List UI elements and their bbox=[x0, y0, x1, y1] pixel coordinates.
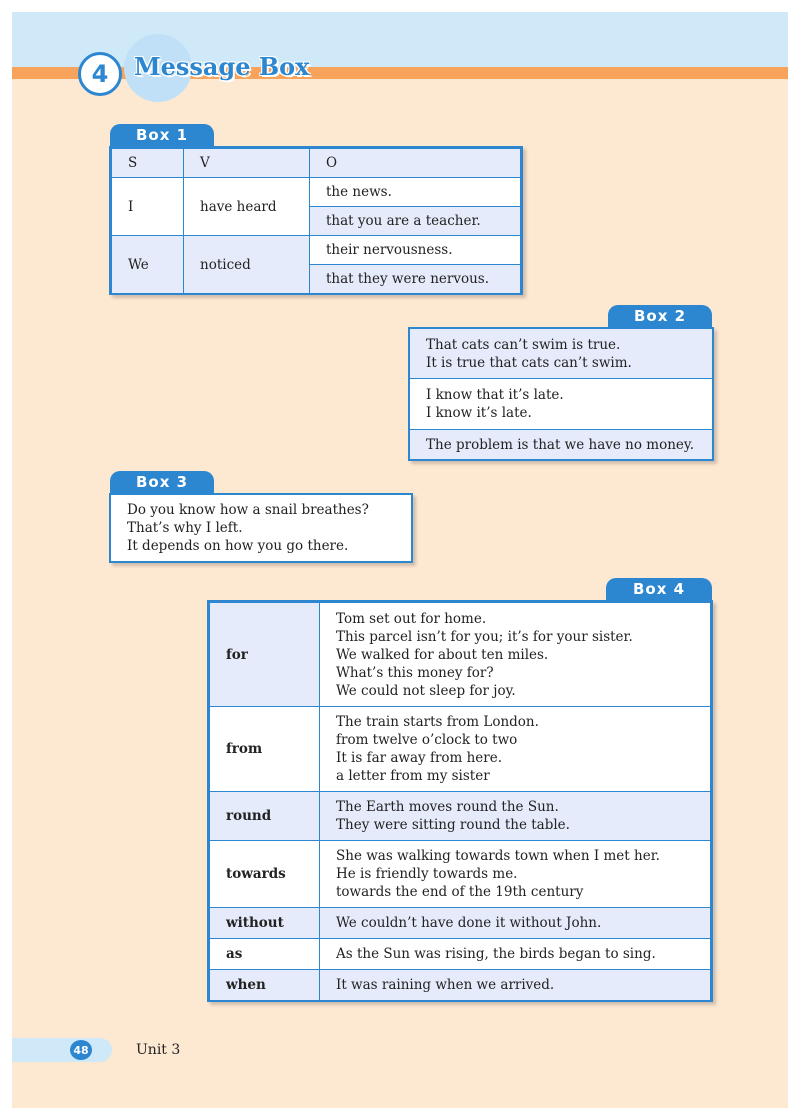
box4-example: He is friendly towards me. bbox=[336, 866, 518, 882]
box4-word: from bbox=[210, 707, 320, 792]
box4-examples bbox=[320, 841, 711, 908]
box1-object: their nervousness. bbox=[310, 236, 521, 265]
box4-word: when bbox=[210, 970, 320, 1001]
box2-box bbox=[408, 327, 714, 461]
unit-label: Unit 3 bbox=[136, 1042, 181, 1058]
box4-example: She was walking towards town when I met her. bbox=[336, 848, 660, 864]
footer-pill bbox=[12, 1038, 112, 1062]
box4-example: from twelve o’clock to two bbox=[336, 732, 518, 748]
box4-example: It is far away from here. bbox=[336, 750, 503, 766]
box4-word: as bbox=[210, 939, 320, 970]
box4-example: Tom set out for home. bbox=[336, 610, 487, 627]
box4-example: The train starts from London. bbox=[336, 714, 539, 730]
box1-header-v: V bbox=[184, 149, 310, 178]
box1-table bbox=[109, 146, 523, 295]
section-title: Message Box bbox=[134, 52, 310, 81]
box2-line: It is true that cats can’t swim. bbox=[426, 354, 632, 371]
page bbox=[12, 12, 788, 1108]
box2-line: That cats can’t swim is true. bbox=[426, 336, 621, 353]
box4-example: It was raining when we arrived. bbox=[336, 977, 555, 993]
box4-table bbox=[207, 600, 713, 1002]
box2-row bbox=[410, 430, 712, 459]
box3-content bbox=[111, 495, 411, 561]
box1-tab: Box 1 bbox=[110, 124, 214, 146]
box2-line: I know it’s late. bbox=[426, 405, 532, 421]
box1-object: that they were nervous. bbox=[310, 265, 521, 294]
box4-example: What’s this money for? bbox=[336, 664, 494, 681]
box4-word: without bbox=[210, 908, 320, 939]
section-number-badge: 4 bbox=[78, 52, 122, 96]
box4-examples bbox=[320, 939, 711, 970]
box1-object: that you are a teacher. bbox=[310, 207, 521, 236]
box1-verb: have heard bbox=[184, 178, 310, 236]
box2-line: The problem is that we have no money. bbox=[426, 436, 695, 453]
box4-examples bbox=[320, 970, 711, 1001]
box3-line: Do you know how a snail breathes? bbox=[127, 502, 369, 518]
box4-examples bbox=[320, 908, 711, 939]
box4-word: for bbox=[210, 603, 320, 707]
box4-examples bbox=[320, 792, 711, 841]
box4-example: They were sitting round the table. bbox=[336, 817, 570, 833]
box1-subject: I bbox=[112, 178, 184, 236]
box4-examples bbox=[320, 707, 711, 792]
box4-example: We couldn’t have done it without John. bbox=[336, 915, 602, 931]
box4-example: The Earth moves round the Sun. bbox=[336, 799, 559, 815]
box4-example: We could not sleep for joy. bbox=[336, 682, 516, 699]
box4-example: a letter from my sister bbox=[336, 768, 490, 784]
box2-line: I know that it’s late. bbox=[426, 387, 564, 403]
box1-header-o: O bbox=[310, 149, 521, 178]
box4-example: This parcel isn’t for you; it’s for your sister. bbox=[336, 628, 633, 645]
box4-word: round bbox=[210, 792, 320, 841]
box4-example: As the Sun was rising, the birds began to sing. bbox=[336, 946, 656, 962]
box3-tab: Box 3 bbox=[110, 471, 214, 493]
box2-row bbox=[410, 379, 712, 430]
box1-object: the news. bbox=[310, 178, 521, 207]
box1-subject: We bbox=[112, 236, 184, 294]
box4-word: towards bbox=[210, 841, 320, 908]
box2-tab: Box 2 bbox=[608, 305, 712, 327]
box3-box bbox=[109, 493, 413, 563]
box4-examples bbox=[320, 603, 711, 707]
page-number: 48 bbox=[70, 1040, 92, 1060]
box4-tab: Box 4 bbox=[606, 578, 712, 600]
box1-verb: noticed bbox=[184, 236, 310, 294]
box3-line: It depends on how you go there. bbox=[127, 538, 349, 554]
box1-header-s: S bbox=[112, 149, 184, 178]
box4-example: towards the end of the 19th century bbox=[336, 884, 584, 900]
box2-row bbox=[410, 329, 712, 379]
box4-example: We walked for about ten miles. bbox=[336, 646, 549, 663]
box3-line: That’s why I left. bbox=[127, 520, 243, 536]
